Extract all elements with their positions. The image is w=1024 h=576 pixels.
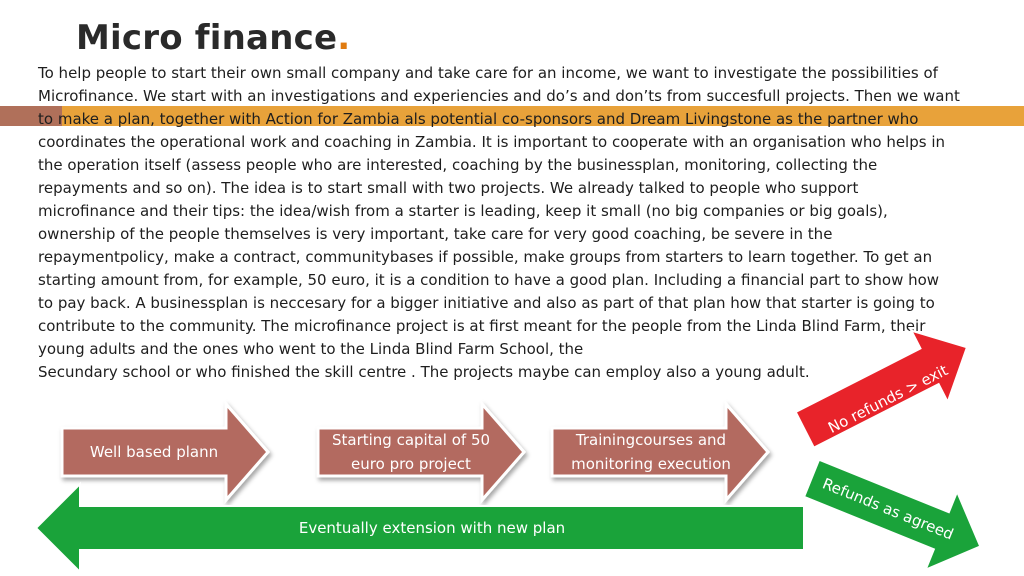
- body-line: the operation itself (assess people who are interested, coaching by the businessplan, monitoring, collecting the: [38, 156, 878, 174]
- body-line: ownership of the people themselves is very important, take care for very good coaching, be severe in the: [38, 225, 833, 243]
- body-line: repaymentpolicy, make a contract, communitybases if possible, make groups from starters to learn together. To get an: [38, 248, 933, 266]
- body-line: to pay back. A businessplan is neccesary for a bigger initiative and also as part of that plan how that starter is going to: [38, 294, 935, 312]
- step2-label: [318, 428, 504, 476]
- body-line: starting amount from, for example, 50 euro, it is a condition to have a good plan. Including a financial part to show how: [38, 271, 940, 289]
- refunds-label: Refunds as agreed: [819, 474, 957, 544]
- no-refunds-label: No refunds > exit: [825, 361, 951, 437]
- step3-text-line1: Trainingcourses and: [575, 431, 727, 449]
- body-line: young adults and the ones who went to the Linda Blind Farm School, the: [38, 340, 584, 358]
- step3-text-line2: monitoring execution: [571, 455, 731, 473]
- step2-text-line2: euro pro project: [351, 455, 471, 473]
- step2-text-line1: Starting capital of 50: [331, 431, 491, 449]
- body-line: to make a plan, together with Action for Zambia als potential co-sponsors and Dream Livingstone as the partner who: [38, 110, 919, 128]
- step3-label: [556, 428, 746, 476]
- body-line: To help people to start their own small company and take care for an income, we want to investigate the possibilities of: [38, 64, 938, 82]
- body-line: Secundary school or who finished the skill centre . The projects maybe can employ also a young adult.: [38, 363, 810, 381]
- step1-label: [62, 428, 246, 476]
- title-dot: .: [337, 18, 351, 58]
- step1-text: Well based plann: [89, 443, 219, 461]
- title-text: Micro finance: [76, 18, 338, 58]
- body-line: contribute to the community. The microfinance project is at first meant for the people from the Linda Blind Farm, their: [38, 317, 926, 335]
- body-line: coordinates the operational work and coaching in Zambia. It is important to cooperate with an organisation who helps in: [38, 133, 945, 151]
- extension-label: Eventually extension with new plan: [298, 519, 566, 537]
- body-line: repayments and so on). The idea is to start small with two projects. We already talked to people who support: [38, 179, 859, 197]
- body-line: microfinance and their tips: the idea/wish from a starter is leading, keep it small (no big companies or big goals),: [38, 202, 888, 220]
- body-line: Microfinance. We start with an investigations and experiencies and do’s and don’ts from succesfull projects. Then we want: [38, 87, 960, 105]
